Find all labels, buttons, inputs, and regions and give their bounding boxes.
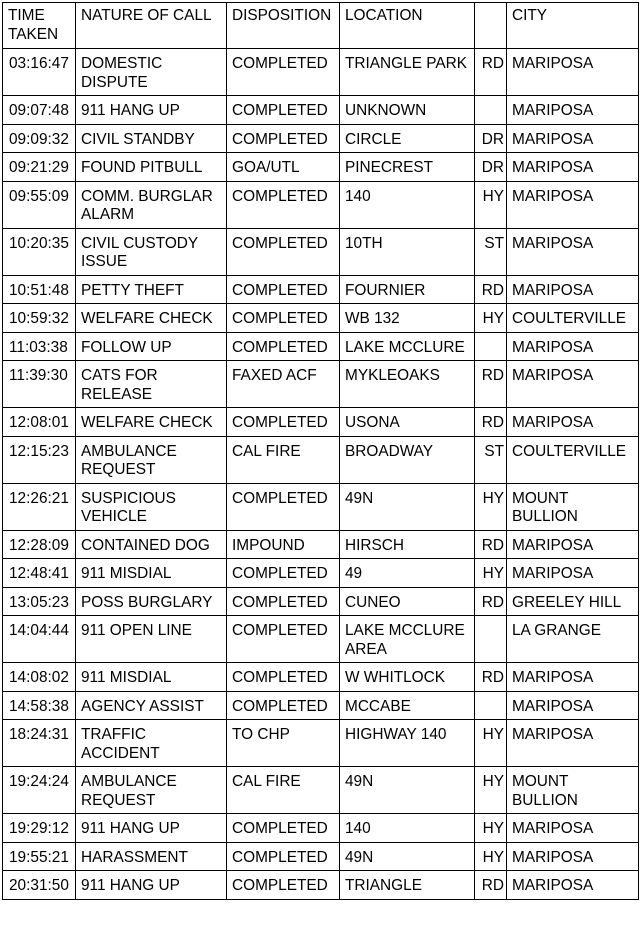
disposition-cell: COMPLETED	[227, 228, 340, 275]
city-cell: COULTERVILLE	[507, 304, 639, 333]
table-row	[3, 49, 639, 96]
time-taken-cell: 09:07:48	[3, 96, 76, 125]
table-row	[3, 767, 639, 814]
header-street-suffix	[475, 3, 507, 49]
header-disposition: DISPOSITION	[227, 3, 340, 49]
nature-of-call-cell: 911 HANG UP	[76, 814, 227, 843]
street-suffix-cell	[475, 616, 507, 663]
time-taken-cell: 12:26:21	[3, 483, 76, 530]
nature-of-call-cell: FOLLOW UP	[76, 332, 227, 361]
disposition-cell: COMPLETED	[227, 663, 340, 692]
city-cell: MARIPOSA	[507, 153, 639, 182]
location-cell: HIRSCH	[340, 530, 475, 559]
street-suffix-cell: HY	[475, 767, 507, 814]
disposition-cell: COMPLETED	[227, 616, 340, 663]
city-cell: MARIPOSA	[507, 181, 639, 228]
table-row	[3, 842, 639, 871]
nature-of-call-cell: FOUND PITBULL	[76, 153, 227, 182]
street-suffix-cell: ST	[475, 436, 507, 483]
city-cell: MARIPOSA	[507, 275, 639, 304]
disposition-cell: COMPLETED	[227, 49, 340, 96]
table-header	[3, 3, 639, 49]
city-cell: MARIPOSA	[507, 691, 639, 720]
table-row	[3, 814, 639, 843]
street-suffix-cell	[475, 691, 507, 720]
nature-of-call-cell: CATS FOR RELEASE	[76, 361, 227, 408]
time-taken-cell: 12:48:41	[3, 559, 76, 588]
city-cell: MARIPOSA	[507, 663, 639, 692]
table-row	[3, 720, 639, 767]
nature-of-call-cell: TRAFFIC ACCIDENT	[76, 720, 227, 767]
street-suffix-cell: DR	[475, 153, 507, 182]
disposition-cell: COMPLETED	[227, 814, 340, 843]
nature-of-call-cell: 911 HANG UP	[76, 871, 227, 900]
disposition-cell: TO CHP	[227, 720, 340, 767]
nature-of-call-cell: SUSPICIOUS VEHICLE	[76, 483, 227, 530]
city-cell: MARIPOSA	[507, 228, 639, 275]
time-taken-cell: 10:20:35	[3, 228, 76, 275]
table-row	[3, 275, 639, 304]
table-row	[3, 871, 639, 900]
time-taken-cell: 19:24:24	[3, 767, 76, 814]
time-taken-cell: 14:08:02	[3, 663, 76, 692]
table-row	[3, 691, 639, 720]
nature-of-call-cell: HARASSMENT	[76, 842, 227, 871]
street-suffix-cell: RD	[475, 871, 507, 900]
time-taken-cell: 12:15:23	[3, 436, 76, 483]
street-suffix-cell: RD	[475, 587, 507, 616]
city-cell: MARIPOSA	[507, 96, 639, 125]
city-cell: MOUNT BULLION	[507, 767, 639, 814]
disposition-cell: COMPLETED	[227, 124, 340, 153]
disposition-cell: IMPOUND	[227, 530, 340, 559]
time-taken-cell: 12:08:01	[3, 408, 76, 437]
disposition-cell: COMPLETED	[227, 871, 340, 900]
table-row	[3, 663, 639, 692]
call-log-table	[2, 2, 639, 900]
street-suffix-cell: HY	[475, 181, 507, 228]
table-row	[3, 587, 639, 616]
location-cell: 49N	[340, 842, 475, 871]
location-cell: LAKE MCCLURE	[340, 332, 475, 361]
city-cell: MARIPOSA	[507, 530, 639, 559]
table-row	[3, 181, 639, 228]
location-cell: MYKLEOAKS	[340, 361, 475, 408]
city-cell: MARIPOSA	[507, 124, 639, 153]
nature-of-call-cell: CIVIL CUSTODY ISSUE	[76, 228, 227, 275]
disposition-cell: COMPLETED	[227, 181, 340, 228]
location-cell: FOURNIER	[340, 275, 475, 304]
table-row	[3, 436, 639, 483]
table-row	[3, 408, 639, 437]
location-cell: TRIANGLE PARK	[340, 49, 475, 96]
time-taken-cell: 13:05:23	[3, 587, 76, 616]
street-suffix-cell: RD	[475, 275, 507, 304]
nature-of-call-cell: DOMESTIC DISPUTE	[76, 49, 227, 96]
nature-of-call-cell: 911 HANG UP	[76, 96, 227, 125]
location-cell: USONA	[340, 408, 475, 437]
time-taken-cell: 11:39:30	[3, 361, 76, 408]
time-taken-cell: 20:31:50	[3, 871, 76, 900]
city-cell: MOUNT BULLION	[507, 483, 639, 530]
location-cell: 140	[340, 814, 475, 843]
disposition-cell: GOA/UTL	[227, 153, 340, 182]
time-taken-cell: 10:51:48	[3, 275, 76, 304]
disposition-cell: COMPLETED	[227, 408, 340, 437]
street-suffix-cell: HY	[475, 842, 507, 871]
street-suffix-cell: RD	[475, 361, 507, 408]
city-cell: GREELEY HILL	[507, 587, 639, 616]
table-row	[3, 530, 639, 559]
table-row	[3, 332, 639, 361]
location-cell: LAKE MCCLURE AREA	[340, 616, 475, 663]
disposition-cell: COMPLETED	[227, 587, 340, 616]
nature-of-call-cell: WELFARE CHECK	[76, 408, 227, 437]
disposition-cell: COMPLETED	[227, 304, 340, 333]
disposition-cell: COMPLETED	[227, 691, 340, 720]
nature-of-call-cell: CONTAINED DOG	[76, 530, 227, 559]
table-row	[3, 124, 639, 153]
street-suffix-cell: HY	[475, 814, 507, 843]
city-cell: MARIPOSA	[507, 559, 639, 588]
disposition-cell: COMPLETED	[227, 275, 340, 304]
time-taken-cell: 19:55:21	[3, 842, 76, 871]
time-taken-cell: 14:04:44	[3, 616, 76, 663]
table-row	[3, 616, 639, 663]
location-cell: HIGHWAY 140	[340, 720, 475, 767]
location-cell: TRIANGLE	[340, 871, 475, 900]
street-suffix-cell: RD	[475, 663, 507, 692]
time-taken-cell: 09:55:09	[3, 181, 76, 228]
street-suffix-cell: HY	[475, 720, 507, 767]
street-suffix-cell: RD	[475, 49, 507, 96]
disposition-cell: COMPLETED	[227, 559, 340, 588]
time-taken-cell: 14:58:38	[3, 691, 76, 720]
city-cell: MARIPOSA	[507, 49, 639, 96]
disposition-cell: COMPLETED	[227, 332, 340, 361]
header-row	[3, 3, 639, 49]
location-cell: CUNEO	[340, 587, 475, 616]
table-row	[3, 559, 639, 588]
location-cell: 49	[340, 559, 475, 588]
header-time-taken: TIME TAKEN	[3, 3, 76, 49]
nature-of-call-cell: COMM. BURGLAR ALARM	[76, 181, 227, 228]
street-suffix-cell: RD	[475, 530, 507, 559]
location-cell: WB 132	[340, 304, 475, 333]
time-taken-cell: 09:09:32	[3, 124, 76, 153]
disposition-cell: COMPLETED	[227, 842, 340, 871]
table-row	[3, 153, 639, 182]
table-row	[3, 361, 639, 408]
city-cell: COULTERVILLE	[507, 436, 639, 483]
nature-of-call-cell: AGENCY ASSIST	[76, 691, 227, 720]
location-cell: MCCABE	[340, 691, 475, 720]
disposition-cell: COMPLETED	[227, 96, 340, 125]
street-suffix-cell: DR	[475, 124, 507, 153]
street-suffix-cell	[475, 332, 507, 361]
location-cell: PINECREST	[340, 153, 475, 182]
table-row	[3, 96, 639, 125]
nature-of-call-cell: 911 MISDIAL	[76, 663, 227, 692]
nature-of-call-cell: CIVIL STANDBY	[76, 124, 227, 153]
street-suffix-cell: HY	[475, 559, 507, 588]
disposition-cell: COMPLETED	[227, 483, 340, 530]
nature-of-call-cell: AMBULANCE REQUEST	[76, 767, 227, 814]
location-cell: 10TH	[340, 228, 475, 275]
disposition-cell: CAL FIRE	[227, 767, 340, 814]
table-row	[3, 483, 639, 530]
location-cell: BROADWAY	[340, 436, 475, 483]
nature-of-call-cell: PETTY THEFT	[76, 275, 227, 304]
time-taken-cell: 11:03:38	[3, 332, 76, 361]
city-cell: MARIPOSA	[507, 332, 639, 361]
city-cell: MARIPOSA	[507, 720, 639, 767]
location-cell: 140	[340, 181, 475, 228]
header-location: LOCATION	[340, 3, 475, 49]
table-body	[3, 49, 639, 900]
location-cell: W WHITLOCK	[340, 663, 475, 692]
disposition-cell: CAL FIRE	[227, 436, 340, 483]
street-suffix-cell: RD	[475, 408, 507, 437]
city-cell: LA GRANGE	[507, 616, 639, 663]
header-city: CITY	[507, 3, 639, 49]
table-row	[3, 304, 639, 333]
city-cell: MARIPOSA	[507, 842, 639, 871]
location-cell: CIRCLE	[340, 124, 475, 153]
street-suffix-cell: ST	[475, 228, 507, 275]
time-taken-cell: 18:24:31	[3, 720, 76, 767]
street-suffix-cell	[475, 96, 507, 125]
city-cell: MARIPOSA	[507, 814, 639, 843]
location-cell: 49N	[340, 483, 475, 530]
city-cell: MARIPOSA	[507, 408, 639, 437]
street-suffix-cell: HY	[475, 483, 507, 530]
nature-of-call-cell: AMBULANCE REQUEST	[76, 436, 227, 483]
time-taken-cell: 12:28:09	[3, 530, 76, 559]
table-row	[3, 228, 639, 275]
nature-of-call-cell: WELFARE CHECK	[76, 304, 227, 333]
time-taken-cell: 19:29:12	[3, 814, 76, 843]
street-suffix-cell: HY	[475, 304, 507, 333]
header-nature-of-call: NATURE OF CALL	[76, 3, 227, 49]
nature-of-call-cell: POSS BURGLARY	[76, 587, 227, 616]
city-cell: MARIPOSA	[507, 361, 639, 408]
nature-of-call-cell: 911 OPEN LINE	[76, 616, 227, 663]
location-cell: 49N	[340, 767, 475, 814]
time-taken-cell: 03:16:47	[3, 49, 76, 96]
nature-of-call-cell: 911 MISDIAL	[76, 559, 227, 588]
time-taken-cell: 09:21:29	[3, 153, 76, 182]
disposition-cell: FAXED ACF	[227, 361, 340, 408]
city-cell: MARIPOSA	[507, 871, 639, 900]
location-cell: UNKNOWN	[340, 96, 475, 125]
time-taken-cell: 10:59:32	[3, 304, 76, 333]
